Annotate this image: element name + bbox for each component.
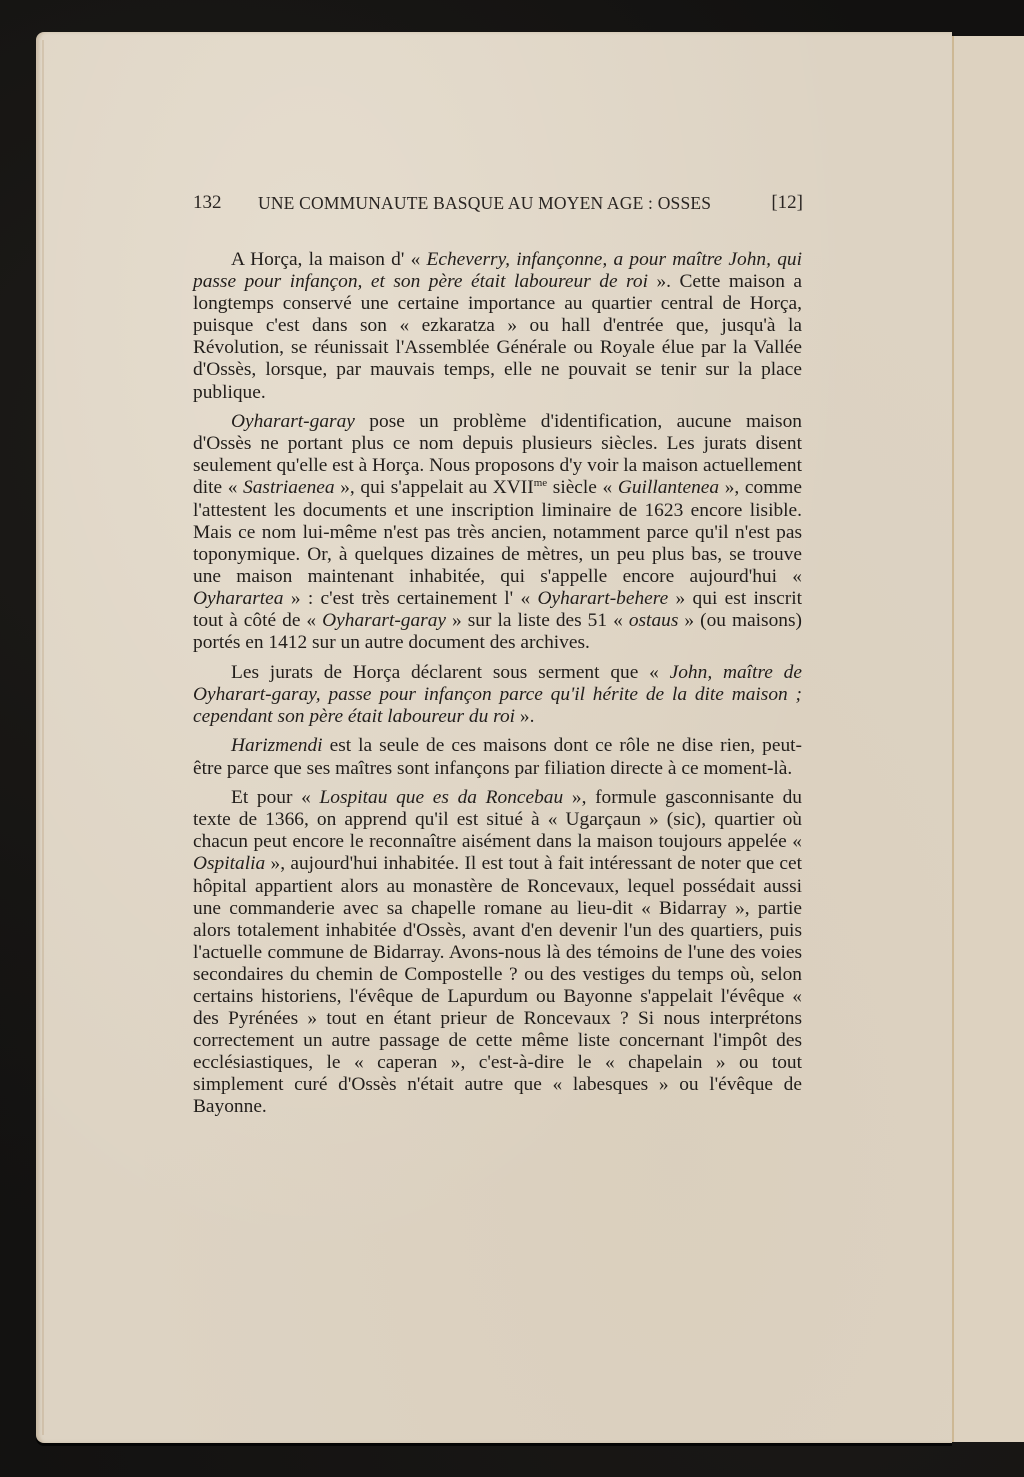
italic-text: Oyharart-garay <box>231 411 355 433</box>
body-text <box>193 249 802 1126</box>
running-title: UNE COMMUNAUTE BASQUE AU MOYEN AGE : OSSES <box>258 193 712 213</box>
text-run: » : c'est très certainement l' « <box>283 587 538 609</box>
text-run: », comme l'attestent les documents et une inscription liminaire de 1623 encore lisible. Mais ce nom lui-même n'est pas très ancien, notamment parce qu'il n'est pas toponymique. Or, à quelques dizaines de mètres, un peu plus bas, se trouve une maison maintenant inhabitée, qui s'appelle encore aujourd'hui « <box>193 477 802 587</box>
italic-text: Ospitalia <box>193 853 266 875</box>
italic-text: Harizmendi <box>231 735 323 757</box>
italic-text: John, maître de Oyharart-garay, passe pour infançon parce qu'il hérite de la dite maison ; cependant son père était laboureur du roi <box>193 661 802 727</box>
superscript-text: me <box>533 477 548 490</box>
italic-text: Echeverry, infançonne, a pour maître John, qui passe pour infançon, et son père était laboureur de roi <box>193 249 802 293</box>
text-run: A Horça, la maison d' « <box>231 249 427 270</box>
text-run: est la seule de ces maisons dont ce rôle ne dise rien, peut-être parce que ses maîtres sont infançons par filiation directe à ce moment-là. <box>193 735 802 779</box>
italic-text: Oyharart-garay <box>322 610 447 631</box>
section-number: [12] <box>771 192 803 213</box>
text-run: pose un problème d'identification, aucune maison d'Ossès ne portant plus ce nom depuis plusieurs siècles. Les jurats disent seulement qu'elle est à Horça. Nous proposons d'y voir la maison actuellement dite « <box>193 411 803 499</box>
text-run: », aujourd'hui inhabitée. Il est tout à fait intéressant de noter que cet hôpital appartient alors au monastère de Roncevaux, lequel possédait aussi une commanderie avec sa chapelle romane au lieu-dit « Bidarray », partie alors totalement inhabitée d'Ossès, avant d'en devenir l'un des quartiers, puis l'actuelle commune de Bidarray. Avons-nous là des témoins de l'une des voies secondaires du chemin de Compostelle ? ou des vestiges du temps où, selon certains historiens, l'évêque de Lapurdum ou Bayonne s'appelait l'évêque « des Pyrénées » tout en étant prieur de Roncevaux ? Si nous interprétons correctement un autre passage de cette même liste concernant l'impôt des ecclésiastiques, le « caperan », c'est-à-dire le « chapelain » ou tout simplement curé d'Ossès n'était autre que « labesques » ou l'évêque de Bayonne. <box>193 853 802 1118</box>
italic-text: Oyharartea <box>193 587 284 609</box>
italic-text: ostaus <box>628 610 679 631</box>
text-run: » sur la liste des 51 « <box>446 610 629 631</box>
italic-text: Oyharart-behere <box>537 587 669 609</box>
running-head <box>193 192 803 220</box>
paragraph <box>193 249 802 404</box>
page-number: 132 <box>193 192 222 213</box>
facing-page-edge <box>952 36 1024 1442</box>
text-run: Les jurats de Horça déclarent sous serment que « <box>231 661 670 683</box>
text-run: ». <box>515 705 535 727</box>
text-run: Et pour « <box>231 787 320 809</box>
italic-text: Lospitau que es da Roncebau <box>319 787 564 809</box>
italic-text: Guillantenea <box>617 477 720 499</box>
text-run: », formule gasconnisante du texte de 1366, on apprend qu'il est situé à « Ugarçaun » (sic), quartier où chacun peut encore le reconnaître aisément dans la maison toujours appelée « <box>193 787 803 853</box>
text-run: » (ou maisons) portés en 1412 sur un autre document des archives. <box>193 610 803 654</box>
text-run: ». Cette maison a longtemps conservé une certaine importance au quartier central de Horça, puisque c'est dans son « ezkaratza » ou hall d'entrée que, jusqu'à la Révolution, se réunissait l'Assemblée Générale ou Royale élue par la Vallée d'Ossès, lorsque, par mauvais temps, elle ne pouvait se tenir sur la place publique. <box>193 271 802 403</box>
text-run: » qui est inscrit tout à côté de « <box>193 587 802 631</box>
paragraph <box>193 735 802 779</box>
paragraph <box>193 787 802 1118</box>
italic-text: Sastriaenea <box>243 477 335 499</box>
text-run: », qui s'appelait au XVII <box>334 477 534 499</box>
paragraph <box>193 411 802 654</box>
paragraph <box>193 662 802 728</box>
text-run: siècle « <box>547 477 618 499</box>
